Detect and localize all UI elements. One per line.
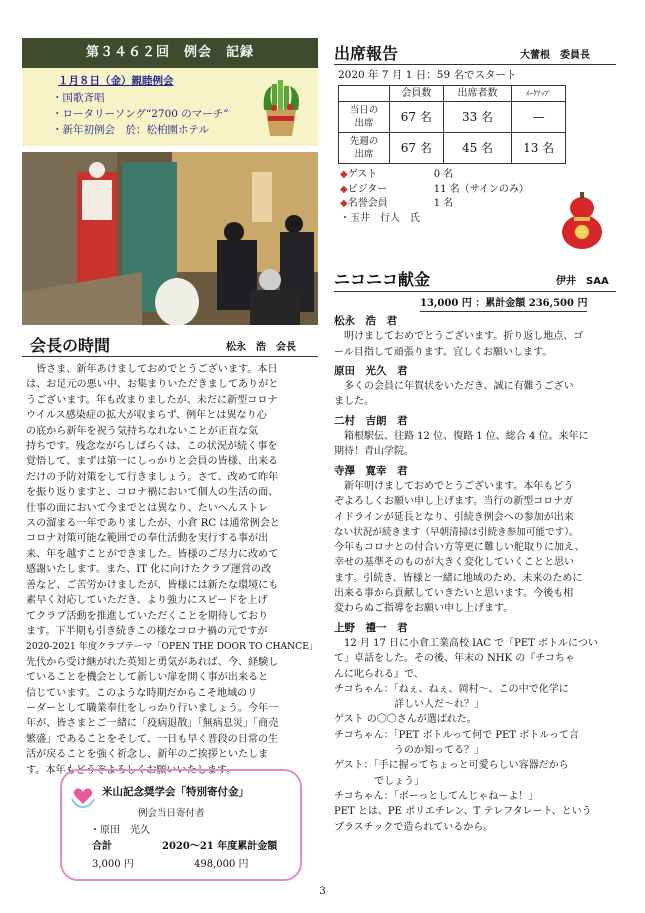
niko-total: 236,500 円 <box>528 298 588 309</box>
row-members: 67 名 <box>390 133 444 164</box>
row-label: 先週の 出席 <box>339 133 390 164</box>
table-row <box>339 133 566 164</box>
record-banner: 第３４６２回 例会 記録 <box>22 38 318 68</box>
entry-line: 出来る事から貢献していきたいと思います。今後も相 <box>334 588 574 600</box>
entry-line: 箱根駅伝、往路 12 位、復路 1 位、総合 4 位。来年に <box>344 431 589 443</box>
scholarship-donor: ・原田 光久 <box>90 825 150 836</box>
president-line: 活が戻ることを強く祈念し、新年のご挨拶といたしま <box>26 749 269 761</box>
president-line: うございます。年も改まりましたが、未だに新型コロナ <box>26 394 278 406</box>
row-present: 45 名 <box>443 133 512 164</box>
honorary-member: ・玉井 行人 氏 <box>340 212 420 224</box>
niko-entries <box>334 314 616 835</box>
president-message <box>26 362 318 778</box>
entry-line: て」卓話をした。その後、年末の NHK の『チコちゃ <box>334 653 575 665</box>
attendance-divider <box>334 64 616 65</box>
entry-line: 新年明けましておめでとうございます。本年もどう <box>344 480 574 492</box>
entry-line: 今年もコロナとの付合い方等更に難しい舵取りに加え、 <box>334 542 585 554</box>
entry-line: ぞよろしくお願い申し上げます。当行の新型コロナガ <box>334 496 573 508</box>
attendance-start: 2020 年 7 月 1 日：59 名でスタート <box>338 69 517 81</box>
list-item: ◆ゲスト 0 名 <box>340 169 454 180</box>
scholarship-total-value: 3,000 円 <box>92 859 134 870</box>
row-present: 33 名 <box>443 102 512 133</box>
president-line: 感謝いたします。また、IT 化に向けたクラブ運営の改 <box>26 564 272 576</box>
scholarship-title: 米山記念奨学会「特別寄付金」 <box>102 786 249 798</box>
entry-line: 期待！青山学院。 <box>334 446 414 458</box>
row-makeup: — <box>512 102 566 133</box>
president-line: コロナ対策可能な範囲での奉仕活動を実行する事が出 <box>26 533 269 545</box>
niko-totals <box>420 296 587 312</box>
scholarship-box <box>60 769 302 881</box>
president-line: だけの予防対策をして行きましょう。さて、改めて昨年 <box>26 471 279 483</box>
scholarship-subtitle: 例会当日寄付者 <box>138 808 205 819</box>
kadomatsu-icon <box>258 80 304 138</box>
entry-line: ます。引続き、皆様と一緒に地域のため、未来のために <box>334 572 583 584</box>
president-line: 皆さま、新年あけましておめでとうございます。本日 <box>36 364 278 375</box>
entry-line: でしょう」 <box>334 775 424 787</box>
president-line: 持ちです。残念ながらしばらくは、この状況が続く事を <box>26 441 278 453</box>
president-line: は、お足元の悪い中、お集まりいただきましてありがと <box>26 379 279 391</box>
entry-name: 寺澤 寛幸 君 <box>334 464 408 477</box>
president-line: す。本年もどうぞよろしくお願いいたします。 <box>26 764 237 776</box>
event-item-song: ・ロータリーソング“2700 のマーチ” <box>52 107 229 120</box>
heart-hands-icon <box>70 783 96 809</box>
guest-list <box>340 168 529 226</box>
entry-line: ない状況が続きます（早朝清掃は引続き参加可能です）。 <box>334 526 579 538</box>
president-line: ウイルス感染症の拡大が収まらず、例年とは異なり心 <box>26 410 267 422</box>
row-makeup: 13 名 <box>512 133 566 164</box>
entry-line: チコちゃん：「ねぇ、ねぇ、岡村～、この中で化学に <box>334 683 569 695</box>
president-line: を振り返りますと、コロナ禍において個人の生活の面、 <box>26 487 279 499</box>
niko-title: ニコニコ献金 <box>334 270 431 289</box>
entry-line: ゲスト：「手に握ってちょっと可愛らしい容器だから <box>334 760 569 772</box>
event-item-venue: ・新年初例会 於：松柏園ホテル <box>52 123 209 136</box>
president-line: 善など、ご苦労かけましたが、皆様には新たな環境にも <box>26 579 279 591</box>
president-line: 繁盛」であることをそして、一日も早く普段の日常の生 <box>26 733 279 745</box>
lucky-gourd-icon <box>556 188 608 250</box>
president-line: ます。下半期も引き続きこの様なコロナ禍の元ですが <box>26 625 268 637</box>
attendance-title: 出席報告 <box>334 44 399 63</box>
entry-line: ました。 <box>334 396 374 408</box>
entry-line: チコちゃん：「ボーっとしてんじゃねーよ！」 <box>334 790 539 802</box>
president-title: 会長の時間 <box>30 336 111 355</box>
president-line: 2020-2021 年度クラブテーマ「OPEN THE DOOR TO CHANCE」 <box>26 641 319 653</box>
niko-total-label: ：累計金額 <box>475 298 526 309</box>
entry-line: んに叱られる』で、 <box>334 668 424 680</box>
entry-line: 多くの会員に年賀状をいただき、誠に有難うござい <box>344 381 574 393</box>
entry-line: うのか知ってる？」 <box>334 745 484 757</box>
niko-author: 伊井 SAA <box>556 276 609 287</box>
list-item: ◆ビジター 11 名（サインのみ） <box>340 183 529 195</box>
entry-line: イドラインが延長となり、引続き例会への参加が出来 <box>334 511 574 523</box>
president-line: 仕事の面において今までとは異なり、たいへんストレ <box>26 502 269 514</box>
president-line: ーダーとして職業奉仕をしっかり行いましょう。今年一 <box>26 702 279 714</box>
entry-name: 上野 禮一 君 <box>334 621 408 634</box>
president-author: 松永 浩 会長 <box>226 342 296 353</box>
table-row <box>339 102 566 133</box>
president-divider <box>22 356 318 357</box>
entry-line: 12 月 17 日に小倉工業高校 IAC で「PET ボトルについ <box>344 637 598 649</box>
row-label: 当日の 出席 <box>339 102 390 133</box>
entry-name: 松永 浩 君 <box>334 315 397 327</box>
entry-line: チコちゃん：「PET ボトルって何で PET ボトルって言 <box>334 729 579 741</box>
row-members: 67 名 <box>390 102 444 133</box>
table-header: 出席者数 <box>443 86 512 102</box>
president-line: 年が、皆さまとご一緒に「疫病退散」「無病息災」「商売 <box>26 718 279 730</box>
scholarship-year-label: 2020～21 年度累計金額 <box>162 841 278 852</box>
niko-divider <box>334 291 616 292</box>
entry-line: 変わらぬご指導をお願い申し上げます。 <box>334 603 514 615</box>
entry-line: プラスチックで造られているから。 <box>334 821 494 833</box>
page-number: 3 <box>319 886 326 897</box>
event-date: １月８日（金）親睦例会 <box>58 75 174 87</box>
entry-line: 詳しい人だ～れ？」 <box>334 699 484 711</box>
president-line: 来、年を越すことができました。皆様のご尽力に改めて <box>26 548 279 560</box>
entry-line: 幸せの基準そのものが大きく変化していくことと思い <box>334 557 574 569</box>
attendance-table <box>338 85 566 164</box>
scholarship-year-value: 498,000 円 <box>194 859 249 870</box>
president-line: 素早く対応していただき、より強力にスピードを上げ <box>26 595 268 607</box>
entry-line: 明けましておめでとうございます。折り返し地点、ゴ <box>344 331 584 343</box>
president-line: 信じています。このような時期だからこそ地域のリ <box>26 687 258 699</box>
entry-name: 原田 光久 君 <box>334 364 408 377</box>
president-line: てクラブ活動を推進していただくことを期待しており <box>26 610 269 622</box>
entry-name: 二村 吉朗 君 <box>334 414 408 427</box>
meeting-photo <box>22 152 318 325</box>
president-line: ていることを機会として新しい扉を開く事が出来ると <box>26 672 269 684</box>
scholarship-total-label: 合計 <box>92 841 112 852</box>
table-header: 会員数 <box>390 86 444 102</box>
entry-line: PET とは、PE ポリエチレン、T テレフタレート、という <box>334 806 592 818</box>
president-line: スの溜まる一年でありましたが、小倉 RC は通常例会と <box>26 518 280 530</box>
table-header-empty <box>339 86 390 102</box>
entry-line: ール目指して頑張ります。宜しくお願いします。 <box>334 346 553 358</box>
president-line: 先代から受け継がれた英知と勇気があれば、今、経験し <box>26 656 279 668</box>
president-line: 覚悟して、まずは第一にしっかりと会員の皆様、出来る <box>26 456 279 468</box>
event-item-anthem: ・国歌斉唱 <box>52 91 105 104</box>
niko-today: 13,000 円 <box>420 298 472 309</box>
attendance-author: 大蕾根 委員長 <box>520 50 590 61</box>
table-header: ﾒｰｸｱｯﾌﾟ <box>512 86 566 102</box>
entry-line: ゲスト の〇〇さんが選ばれた。 <box>334 714 477 726</box>
president-line: の底から新年を祝う気持ちなれないことが正直な気 <box>26 425 259 437</box>
list-item: ◆名誉会員 1 名 <box>340 198 454 209</box>
